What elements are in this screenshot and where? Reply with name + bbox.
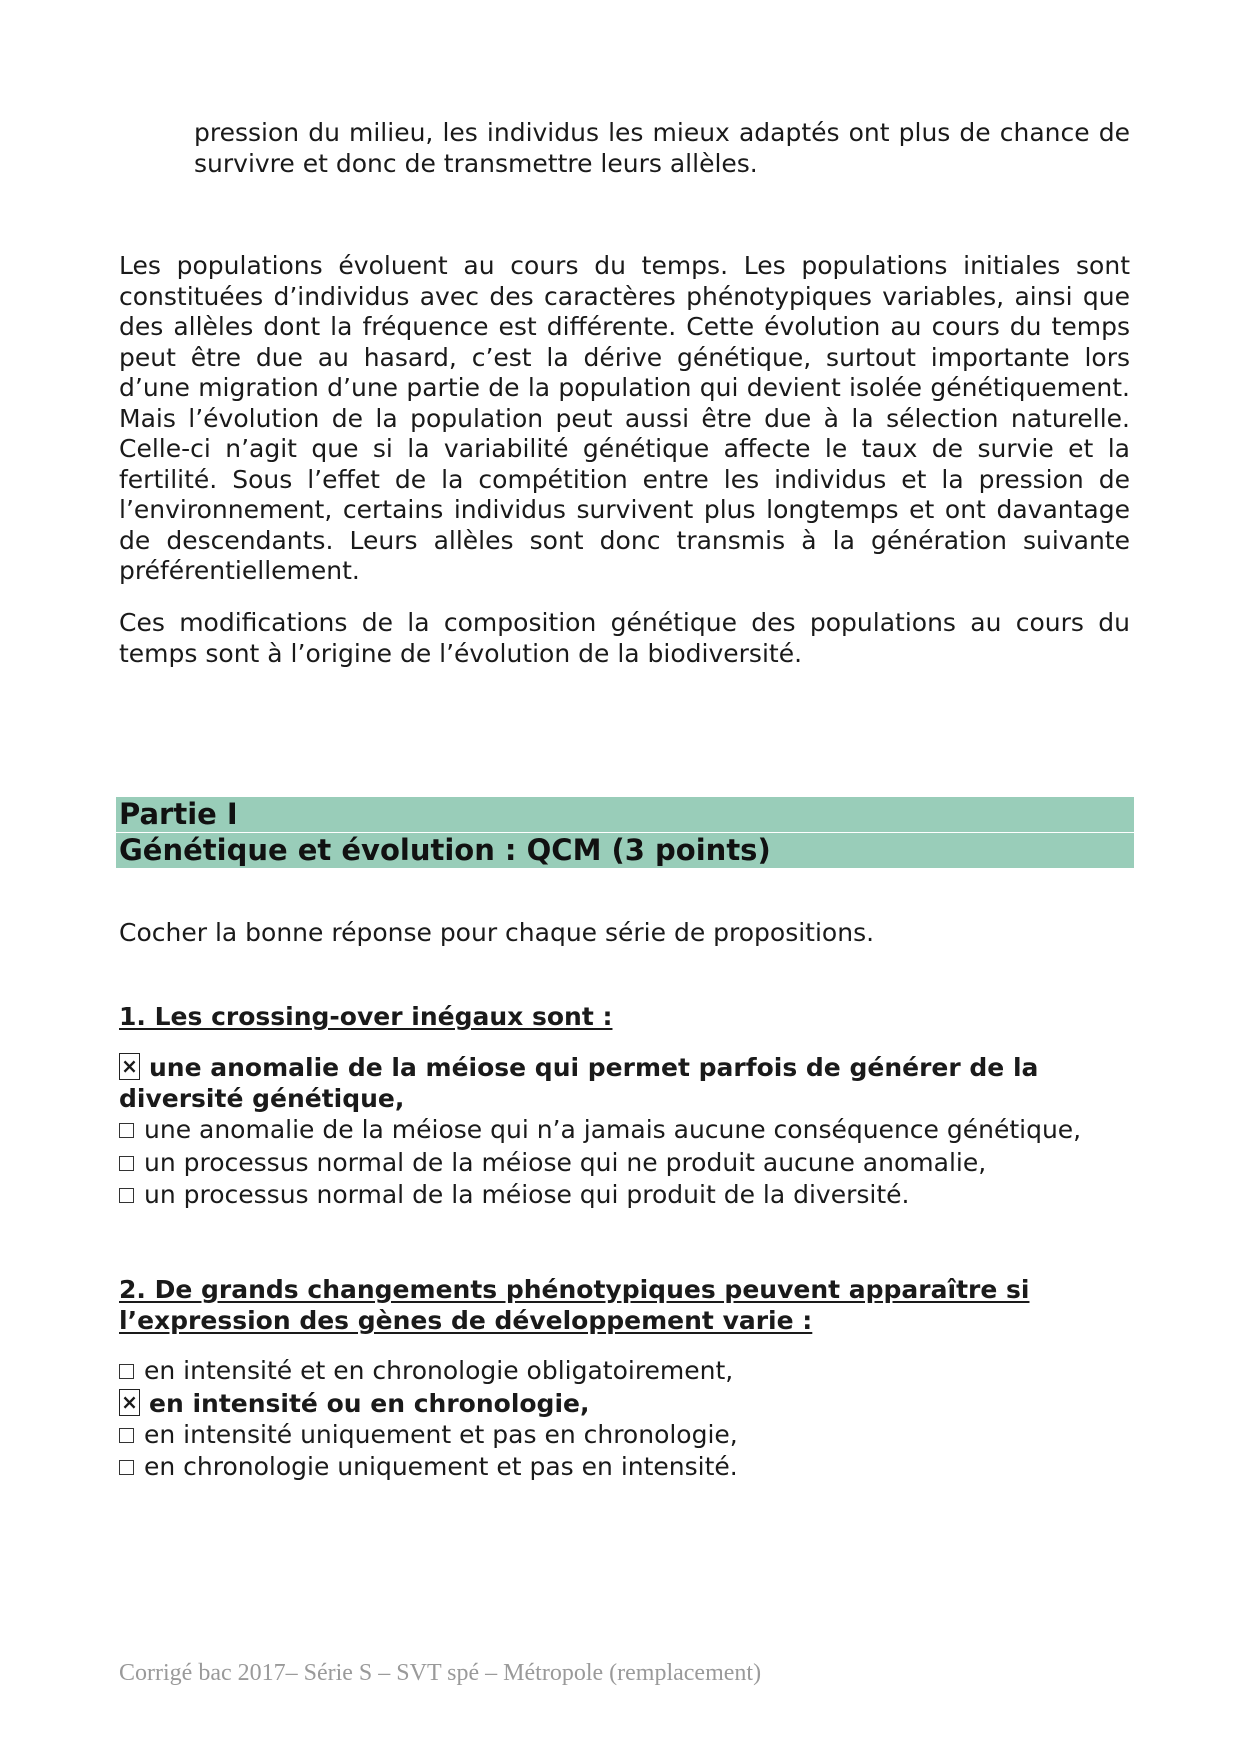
option-text: un processus normal de la méiose qui produit de la diversité.: [144, 1180, 910, 1209]
question-2-title: 2. De grands changements phénotypiques peuvent apparaître si l’expression des gènes de développement varie :: [119, 1275, 1030, 1335]
checkbox[interactable]: [119, 1428, 134, 1443]
question-1-options: [119, 1052, 1129, 1212]
check-mark-icon: ×: [121, 1389, 138, 1414]
check-mark-icon: ×: [121, 1054, 138, 1078]
question-2-option-1: [119, 1355, 1129, 1388]
conclusion-paragraph: Ces modifications de la composition génétique des populations au cours du temps sont à l’origine de l’évolution de la biodiversité.: [119, 608, 1130, 668]
question-2-option-4: [119, 1451, 1129, 1484]
question-1-title: 1. Les crossing-over inégaux sont :: [119, 1002, 613, 1031]
section-header: [116, 797, 1134, 868]
question-2-options: [119, 1355, 1129, 1484]
checkbox[interactable]: [119, 1364, 134, 1379]
option-text: une anomalie de la méiose qui n’a jamais aucune conséquence génétique,: [144, 1115, 1082, 1144]
instruction-text: Cocher la bonne réponse pour chaque série de propositions.: [119, 918, 875, 947]
checkbox[interactable]: [119, 1156, 134, 1171]
question-2-option-3: [119, 1419, 1129, 1452]
page-footer: Corrigé bac 2017– Série S – SVT spé – Métropole (remplacement): [119, 1660, 762, 1686]
question-1-option-1: [119, 1052, 1129, 1114]
option-text: en intensité uniquement et pas en chronologie,: [144, 1419, 738, 1449]
question-1-option-2: [119, 1114, 1129, 1147]
question-1-option-4: [119, 1179, 1129, 1212]
question-1-option-3: [119, 1147, 1129, 1180]
option-text: un processus normal de la méiose qui ne produit aucune anomalie,: [144, 1147, 987, 1177]
checkbox-checked[interactable]: [119, 1389, 140, 1416]
checkbox[interactable]: [119, 1460, 134, 1475]
option-text: en intensité et en chronologie obligatoirement,: [144, 1356, 734, 1385]
question-2-option-2: [119, 1388, 1129, 1419]
checkbox[interactable]: [119, 1188, 134, 1203]
checkbox-checked[interactable]: [119, 1053, 140, 1080]
section-part-label: Partie I: [119, 797, 238, 831]
section-title: Génétique et évolution : QCM (3 points): [116, 832, 1134, 868]
option-text: en chronologie uniquement et pas en intensité.: [144, 1452, 738, 1481]
option-text: une anomalie de la méiose qui permet parfois de générer de la diversité génétique,: [119, 1053, 1039, 1113]
checkbox[interactable]: [119, 1123, 134, 1138]
evolution-paragraph: Les populations évoluent au cours du temps. Les populations initiales sont constituées d’individus avec des caractères phénotypiques variables, ainsi que des allèles dont la fréquence est différente. Cette évolution au cours du temps peut être due au hasard, c’est la dérive génétique, surtout importante lors d’une migration d’une partie de la population qui devient isolée génétiquement. Mais l’évolution de la population peut aussi être due à la sélection naturelle. Celle-ci n’agit que si la variabilité génétique affecte le taux de survie et la fertilité. Sous l’effet de la compétition entre les individus et la pression de l’environnement, certains individus survivent plus longtemps et ont davantage de descendants. Leurs allèles sont donc transmis à la génération suivante préférentiellement.: [119, 251, 1130, 585]
intro-continuation-paragraph: pression du milieu, les individus les mieux adaptés ont plus de chance de survivre et donc de transmettre leurs allèles.: [194, 118, 1130, 178]
option-text: en intensité ou en chronologie,: [149, 1388, 590, 1418]
